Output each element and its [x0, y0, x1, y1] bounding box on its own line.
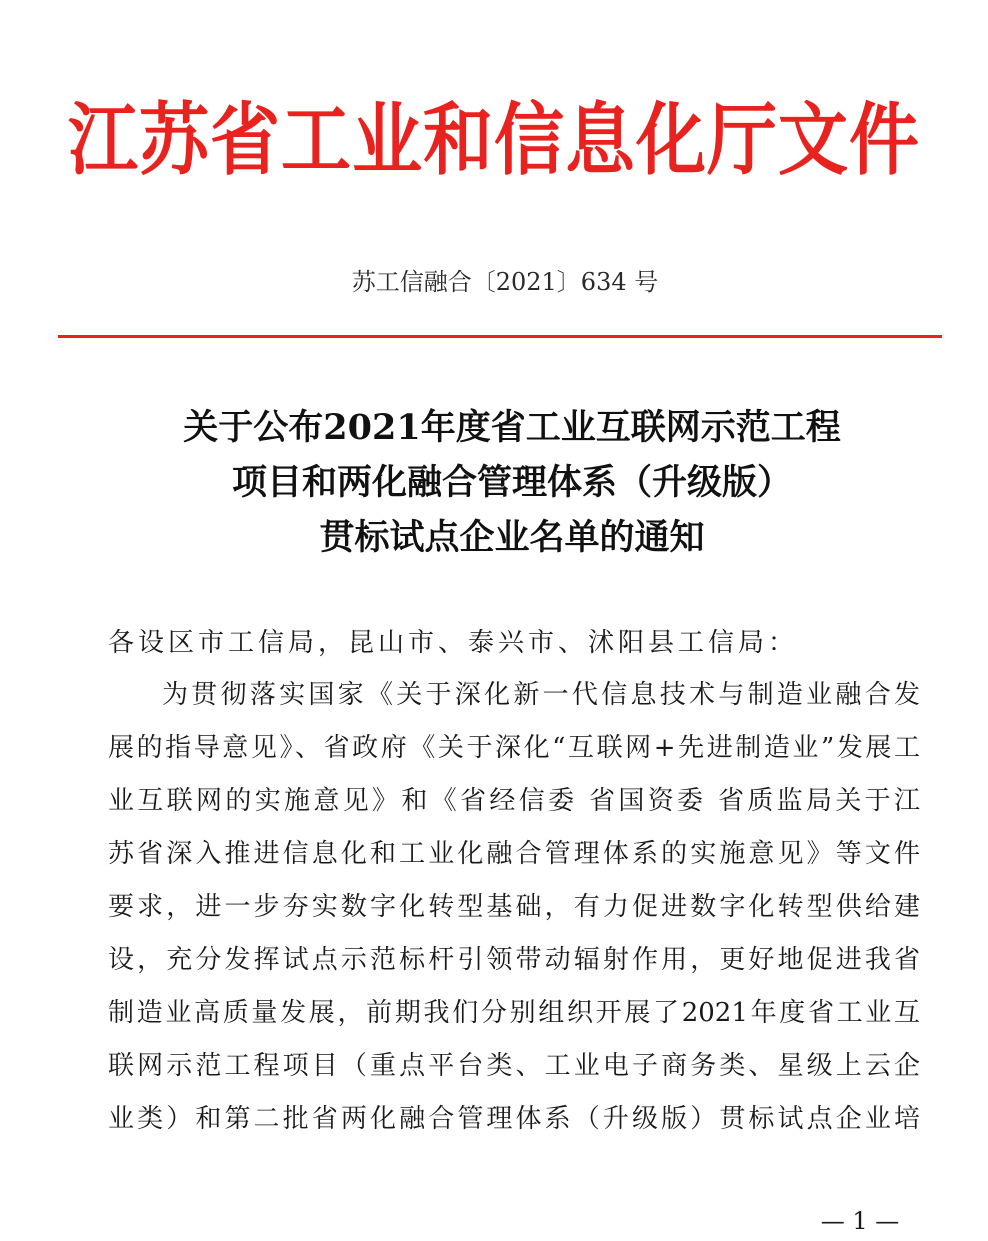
- body-line: 业互联网的实施意见》和《省经信委 省国资委 省质监局关于江: [108, 786, 920, 816]
- document-masthead: 江苏省工业和信息化厅文件: [68, 94, 920, 186]
- page-number: — 1 —: [820, 1207, 900, 1235]
- title-line-2: 项目和两化融合管理体系（升级版）: [231, 462, 792, 503]
- red-divider-rule: [58, 335, 942, 338]
- document-number: 苏工信融合〔2021〕634 号: [351, 268, 659, 296]
- title-line-1: 关于公布2021年度省工业互联网示范工程: [183, 407, 841, 448]
- salutation: 各设区市工信局，昆山市、泰兴市、沭阳县工信局：: [108, 628, 799, 658]
- body-line: 业类）和第二批省两化融合管理体系（升级版）贯标试点企业培: [108, 1104, 920, 1134]
- body-line: 联网示范工程项目（重点平台类、工业电子商务类、星级上云企: [108, 1051, 920, 1081]
- document-title: [0, 400, 988, 565]
- body-line: 设，充分发挥试点示范标杆引领带动辐射作用，更好地促进我省: [108, 945, 920, 975]
- body-line: 为贯彻落实国家《关于深化新一代信息技术与制造业融合发: [162, 680, 920, 710]
- body-line: 制造业高质量发展，前期我们分别组织开展了2021年度省工业互: [108, 998, 920, 1028]
- body-line: 要求，进一步夯实数字化转型基础，有力促进数字化转型供给建: [108, 892, 920, 922]
- body-paragraph: [108, 669, 920, 1146]
- body-line: 展的指导意见》、省政府《关于深化“互联网+先进制造业”发展工: [108, 733, 920, 763]
- body-line: 苏省深入推进信息化和工业化融合管理体系的实施意见》等文件: [108, 839, 920, 869]
- title-line-3: 贯标试点企业名单的通知: [319, 517, 705, 558]
